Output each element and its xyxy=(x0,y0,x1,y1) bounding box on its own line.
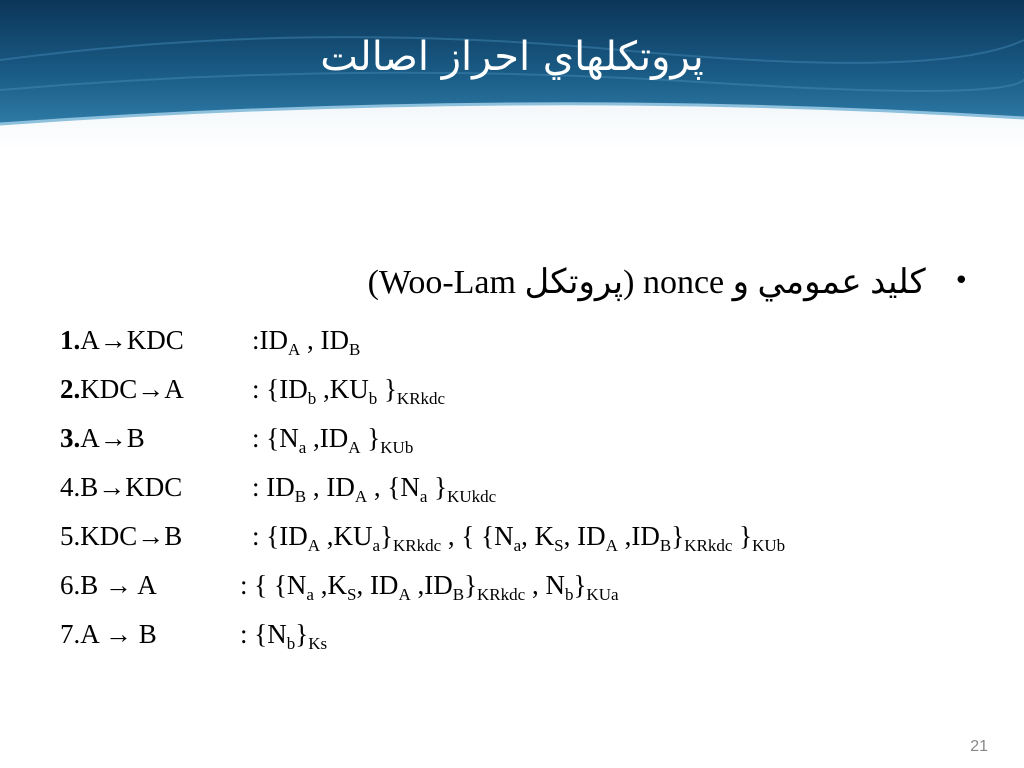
subscript: B xyxy=(349,340,361,359)
subscript: a xyxy=(419,487,428,506)
message-text: , {N xyxy=(367,472,420,502)
step-message xyxy=(252,472,497,506)
subscript: b xyxy=(564,585,574,604)
subscript: S xyxy=(346,585,357,604)
step-message xyxy=(252,521,786,555)
message-text: , ID xyxy=(356,570,399,600)
step-message xyxy=(252,423,414,457)
message-text: } xyxy=(732,521,753,551)
step-number: 3. xyxy=(60,423,81,453)
subscript: a xyxy=(372,536,381,555)
bullet-protocol-word: پروتكل xyxy=(524,264,624,301)
step-direction: A→KDC xyxy=(80,325,184,355)
message-text: , N xyxy=(525,570,565,600)
protocol-step-2 xyxy=(60,374,1000,423)
bullet-paren-open: ( xyxy=(623,264,635,301)
message-text: : xyxy=(252,325,260,355)
subscript: A xyxy=(354,487,368,506)
protocol-step-7 xyxy=(60,619,1000,668)
message-text: ,KU xyxy=(316,374,369,404)
message-text: , K xyxy=(521,521,555,551)
message-text: } xyxy=(380,521,393,551)
bullet-paren-close: ) xyxy=(367,264,379,301)
subscript: KUb xyxy=(752,536,786,555)
step-number: 7. xyxy=(60,619,81,649)
message-text: : ID xyxy=(252,472,295,502)
subscript: KRkdc xyxy=(477,585,526,604)
step-number: 2. xyxy=(60,374,81,404)
bullet-nonce: nonce xyxy=(642,264,725,301)
subscript: b xyxy=(286,634,296,653)
message-text: ,ID xyxy=(306,423,349,453)
subscript: A xyxy=(398,585,411,604)
message-text: , { {N xyxy=(441,521,514,551)
protocol-step-5 xyxy=(60,521,1000,570)
bullet-persian-keys: كليد عمومي و xyxy=(732,264,926,301)
subscript: KUb xyxy=(380,438,414,457)
message-text: : {N xyxy=(252,423,299,453)
step-direction: B→KDC xyxy=(80,472,183,502)
step-number: 4. xyxy=(60,472,81,502)
message-text: , ID xyxy=(563,521,606,551)
step-message xyxy=(240,619,328,653)
message-text: ,KU xyxy=(319,521,373,551)
bullet-heading xyxy=(69,262,969,302)
protocol-steps-list xyxy=(60,325,1000,668)
subscript: a xyxy=(306,585,314,604)
subscript: KRkdc xyxy=(684,536,733,555)
protocol-step-6 xyxy=(60,570,1000,619)
message-text: ,ID xyxy=(617,521,660,551)
message-text: ID xyxy=(259,325,289,355)
subscript: A xyxy=(288,340,301,359)
message-text: : {ID xyxy=(252,521,308,551)
step-direction: A → B xyxy=(80,619,157,649)
slide-title: پروتكلهاي احراز اصالت xyxy=(320,34,704,80)
step-message xyxy=(252,374,446,408)
subscript: B xyxy=(659,536,672,555)
protocol-step-3 xyxy=(60,423,1000,472)
subscript: a xyxy=(513,536,522,555)
message-text: } xyxy=(427,472,448,502)
subscript: b xyxy=(368,389,378,408)
protocol-step-1 xyxy=(60,325,1000,374)
step-number: 1. xyxy=(60,325,81,355)
step-direction: B → A xyxy=(80,570,157,600)
subscript: KRkdc xyxy=(393,536,442,555)
message-text: : {ID xyxy=(252,374,308,404)
message-text: ,ID xyxy=(410,570,453,600)
message-text: } xyxy=(377,374,397,404)
message-text: , ID xyxy=(300,325,350,355)
subscript: KRkdc xyxy=(396,389,446,408)
step-number: 6. xyxy=(60,570,81,600)
slide-header-banner xyxy=(0,0,1024,150)
subscript: S xyxy=(554,536,564,555)
subscript: KUa xyxy=(586,585,619,604)
bullet-protocol-name: Woo-Lam xyxy=(378,264,516,301)
step-number: 5. xyxy=(60,521,81,551)
subscript: b xyxy=(307,389,317,408)
message-text: : {N xyxy=(240,619,287,649)
step-message xyxy=(240,570,619,604)
step-message xyxy=(252,325,361,359)
subscript: A xyxy=(605,536,618,555)
message-text: } xyxy=(573,570,587,600)
page-number: 21 xyxy=(970,738,988,755)
subscript: B xyxy=(294,487,307,506)
subscript: B xyxy=(452,585,465,604)
message-text: } xyxy=(295,619,309,649)
bullet-dot-icon: • xyxy=(953,266,969,296)
subscript: A xyxy=(307,536,320,555)
subscript: KUkdc xyxy=(447,487,497,506)
subscript: a xyxy=(298,438,307,457)
step-direction: KDC→A xyxy=(80,374,184,404)
message-text: , ID xyxy=(306,472,355,502)
subscript: A xyxy=(348,438,361,457)
message-text: } xyxy=(360,423,381,453)
message-text: } xyxy=(671,521,685,551)
step-direction: A→B xyxy=(80,423,145,453)
subscript: Ks xyxy=(308,634,328,653)
step-direction: KDC→B xyxy=(80,521,183,551)
message-text: } xyxy=(464,570,478,600)
message-text: : { {N xyxy=(240,570,307,600)
message-text: ,K xyxy=(313,570,347,600)
protocol-step-4 xyxy=(60,472,1000,521)
